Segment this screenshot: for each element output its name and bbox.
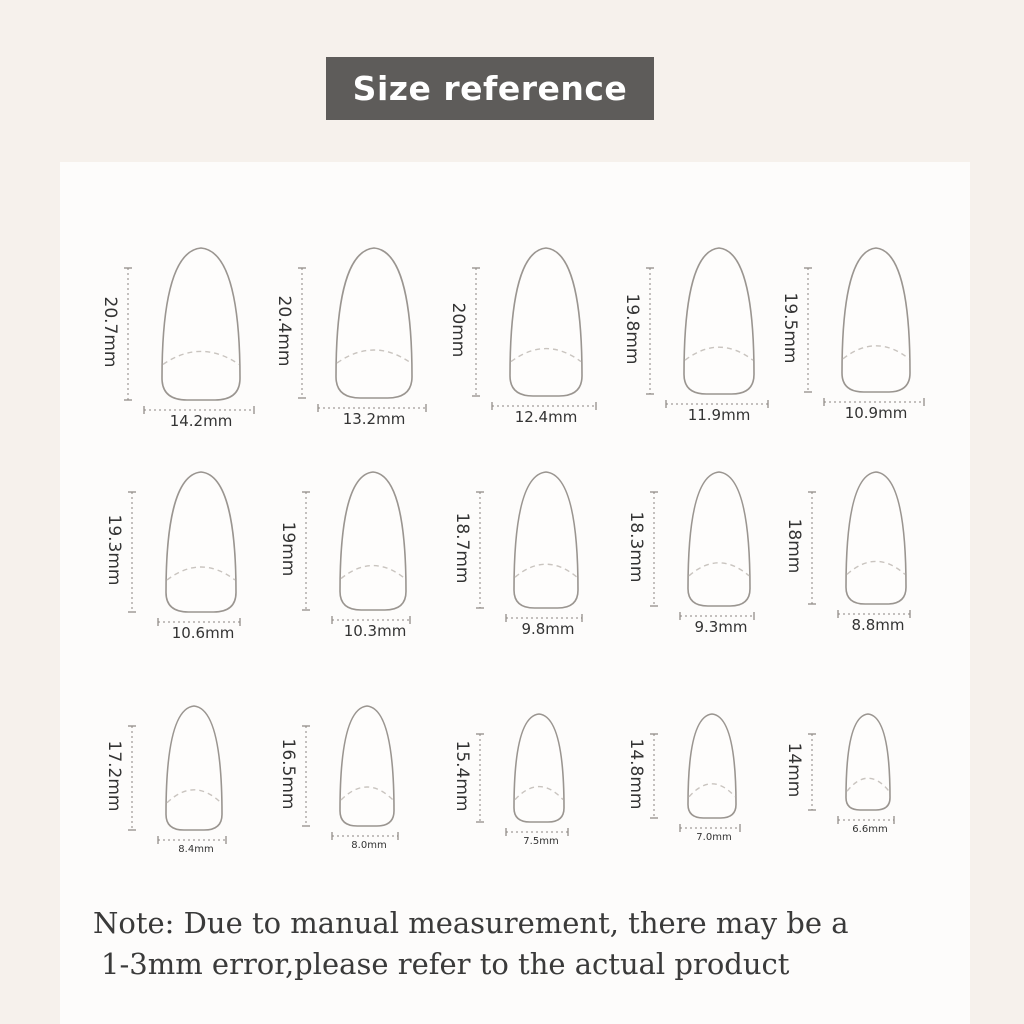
nail-outline <box>688 714 736 818</box>
nail-size-item <box>784 462 976 654</box>
height-label: 19.5mm <box>780 292 800 364</box>
width-label: 13.2mm <box>342 410 406 428</box>
nail-drawing <box>796 704 960 860</box>
nail-outline <box>336 248 412 398</box>
nail-size-item <box>452 704 634 872</box>
width-ruler <box>680 824 740 832</box>
height-label: 20.4mm <box>274 295 294 367</box>
nail-size-item <box>784 704 960 860</box>
nail-outline <box>340 706 394 826</box>
nail-outline <box>162 248 240 400</box>
height-label: 16.5mm <box>278 738 298 810</box>
nail-outline <box>166 472 236 612</box>
height-label: 15.4mm <box>452 740 472 812</box>
width-label: 7.5mm <box>523 836 559 847</box>
nail-outline <box>340 472 406 610</box>
height-ruler <box>128 726 136 830</box>
note-line-2: 1-3mm error,please refer to the actual product <box>101 947 790 981</box>
nail-size-item <box>452 462 648 658</box>
nail-size-item <box>780 238 980 442</box>
nail-outline <box>688 472 750 606</box>
width-label: 10.6mm <box>171 624 235 642</box>
width-label: 11.9mm <box>687 406 751 424</box>
nail-outline <box>846 472 906 604</box>
height-ruler <box>124 268 132 400</box>
width-label: 9.8mm <box>521 620 575 638</box>
height-ruler <box>472 268 480 396</box>
height-label: 14mm <box>784 742 804 798</box>
width-label: 10.3mm <box>343 622 407 640</box>
title-banner <box>326 57 654 120</box>
nail-outline <box>842 248 910 392</box>
note-text <box>93 903 973 985</box>
width-label: 8.4mm <box>178 844 214 855</box>
height-ruler <box>808 492 816 604</box>
height-label: 18.7mm <box>452 512 472 584</box>
nail-outline <box>510 248 582 396</box>
width-label: 14.2mm <box>169 412 233 430</box>
height-label: 20.7mm <box>100 296 120 368</box>
height-label: 20mm <box>448 302 468 358</box>
height-ruler <box>804 268 812 392</box>
height-label: 17.2mm <box>104 740 124 812</box>
nail-size-item <box>104 696 292 880</box>
height-ruler <box>646 268 654 394</box>
nail-size-item <box>626 704 806 868</box>
nail-outline <box>166 706 222 830</box>
width-ruler <box>332 832 398 840</box>
height-label: 19.8mm <box>622 293 642 365</box>
height-label: 18.3mm <box>626 511 646 583</box>
height-ruler <box>302 726 310 826</box>
height-label: 14.8mm <box>626 738 646 810</box>
height-ruler <box>650 734 658 818</box>
nail-drawing <box>638 704 806 868</box>
height-ruler <box>650 492 658 606</box>
width-ruler <box>158 836 226 844</box>
height-ruler <box>302 492 310 610</box>
page-title: Size reference <box>352 69 628 108</box>
height-label: 19.3mm <box>104 514 124 586</box>
nail-size-item <box>278 696 464 876</box>
height-ruler <box>298 268 306 398</box>
height-label: 19mm <box>278 521 298 577</box>
height-ruler <box>476 734 484 822</box>
width-label: 10.9mm <box>844 404 908 422</box>
height-ruler <box>128 492 136 612</box>
width-label: 6.6mm <box>852 824 888 835</box>
note-line-1: Note: Due to manual measurement, there may be a <box>93 906 849 940</box>
nail-size-item <box>278 462 476 660</box>
nail-outline <box>514 714 564 822</box>
height-ruler <box>808 734 816 810</box>
width-label: 8.0mm <box>351 840 387 851</box>
height-ruler <box>476 492 484 608</box>
height-label: 18mm <box>784 518 804 574</box>
width-ruler <box>838 816 894 824</box>
width-label: 9.3mm <box>694 618 748 636</box>
width-ruler <box>506 828 568 836</box>
width-label: 7.0mm <box>696 832 732 843</box>
width-label: 12.4mm <box>514 408 578 426</box>
nail-outline <box>846 714 890 810</box>
nail-outline <box>684 248 754 394</box>
width-label: 8.8mm <box>851 616 905 634</box>
nail-outline <box>514 472 578 608</box>
